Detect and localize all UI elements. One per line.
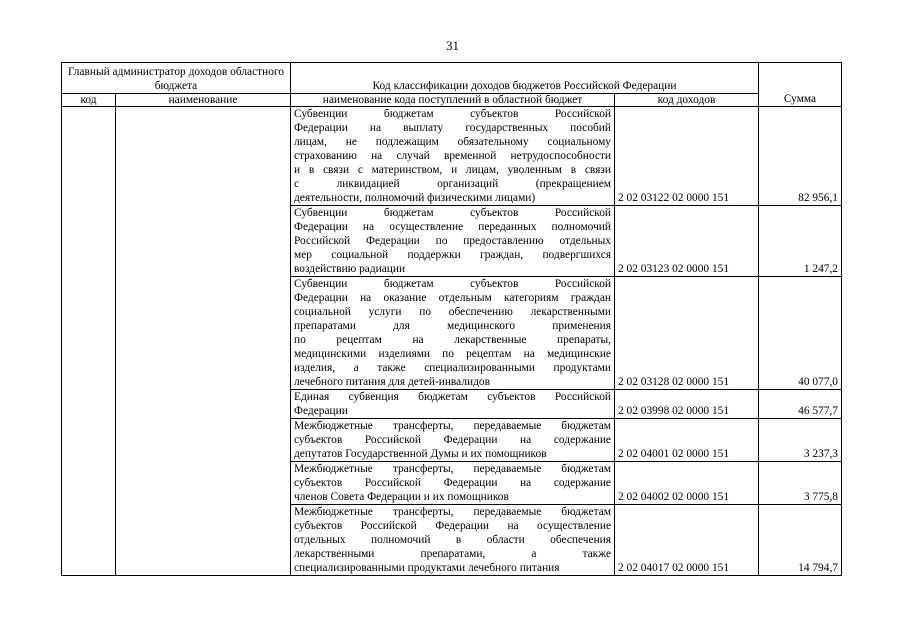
income-name-line: Единая субвенция бюджетам субъектов Российской: [294, 391, 611, 403]
budget-table: [61, 62, 842, 576]
income-name-line: и в связи с материнством, и лицам, уволенным в связи: [294, 164, 611, 176]
sum-cell: 3 775,8: [759, 462, 842, 505]
income-name-line: субъектов Российской Федерации на содержание: [294, 477, 611, 489]
income-name-line: Субвенции бюджетам субъектов Российской: [294, 108, 611, 120]
income-name-cell: [291, 505, 615, 576]
income-name-line: страхованию на случай временной нетрудоспособности: [294, 150, 611, 162]
income-code-cell: 2 02 04017 02 0000 151: [615, 505, 759, 576]
income-name-line: Межбюджетные трансферты, передаваемые бюджетам: [294, 463, 611, 475]
income-name-line: Межбюджетные трансферты, передаваемые бюджетам: [294, 420, 611, 432]
header-income-code: код доходов: [615, 94, 759, 107]
table-row: [62, 107, 842, 206]
income-name-line: деятельности, полномочий физическими лицами): [294, 192, 536, 204]
income-code-cell: 2 02 04002 02 0000 151: [615, 462, 759, 505]
header-row-sub: [62, 94, 842, 107]
income-name-cell: [291, 390, 615, 419]
income-code-cell: 2 02 03998 02 0000 151: [615, 390, 759, 419]
income-name-line: лицам, не подлежащим обязательному социальному: [294, 136, 611, 148]
income-name-line: медицинскими изделиями по рецептам на медицинские: [294, 348, 611, 360]
income-code-cell: 2 02 03123 02 0000 151: [615, 206, 759, 277]
income-name-line: субъектов Российской Федерации на осуществление: [294, 520, 611, 532]
sum-cell: 3 237,3: [759, 419, 842, 462]
income-name-line: воздействию радиации: [294, 263, 406, 275]
income-name-line: специализированными продуктами лечебного питания: [294, 562, 560, 574]
income-name-line: мер социальной поддержки граждан, подвергшихся: [294, 249, 611, 261]
income-name-line: лекарственными препаратами, а также: [294, 548, 611, 560]
income-name-cell: [291, 462, 615, 505]
income-name-line: с ликвидацией организаций (прекращением: [294, 178, 611, 190]
income-name-line: Федерации: [294, 405, 348, 417]
income-name-line: Межбюджетные трансферты, передаваемые бюджетам: [294, 506, 611, 518]
income-name-cell: [291, 277, 615, 390]
sum-cell: 46 577,7: [759, 390, 842, 419]
header-classification-group: Код классификации доходов бюджетов Российской Федерации: [291, 63, 759, 94]
header-sum: Сумма: [759, 63, 842, 107]
income-name-line: отдельных полномочий в области обеспечения: [294, 534, 611, 546]
income-name-line: депутатов Государственной Думы и их помощников: [294, 448, 547, 460]
income-name-cell: [291, 107, 615, 206]
income-name-cell: [291, 206, 615, 277]
admin-code-cell: [62, 107, 116, 576]
sum-cell: 40 077,0: [759, 277, 842, 390]
income-name-line: Субвенции бюджетам субъектов Российской: [294, 207, 611, 219]
page-number: 31: [446, 38, 459, 53]
income-code-cell: 2 02 03128 02 0000 151: [615, 277, 759, 390]
admin-name-cell: [116, 107, 291, 576]
sum-cell: 1 247,2: [759, 206, 842, 277]
sum-cell: 14 794,7: [759, 505, 842, 576]
income-name-line: Российской Федерации по предоставлению отдельных: [294, 235, 611, 247]
income-code-cell: 2 02 03122 02 0000 151: [615, 107, 759, 206]
income-name-line: по рецептам на лекарственные препараты,: [294, 334, 611, 346]
header-code: код: [62, 94, 116, 107]
income-name-line: социальной услуги по обеспечению лекарственными: [294, 306, 611, 318]
income-name-line: Субвенции бюджетам субъектов Российской: [294, 278, 611, 290]
income-name-line: препаратами для медицинского применения: [294, 320, 611, 332]
income-name-line: членов Совета Федерации и их помощников: [294, 491, 509, 503]
sum-cell: 82 956,1: [759, 107, 842, 206]
header-income-name: наименование кода поступлений в областной бюджет: [291, 94, 615, 107]
income-name-line: Федерации на оказание отдельным категориям граждан: [294, 292, 611, 304]
income-name-line: Федерации на осуществление переданных полномочий: [294, 221, 611, 233]
header-name: наименование: [116, 94, 291, 107]
income-name-line: субъектов Российской Федерации на содержание: [294, 434, 611, 446]
income-name-line: Федерации на выплату государственных пособий: [294, 122, 611, 134]
header-admin-group: Главный администратор доходов областного бюджета: [62, 63, 291, 94]
income-name-line: лечебного питания для детей-инвалидов: [294, 376, 490, 388]
header-row-top: [62, 63, 842, 94]
income-name-line: изделия, а также специализированными продуктами: [294, 362, 611, 374]
income-name-cell: [291, 419, 615, 462]
income-code-cell: 2 02 04001 02 0000 151: [615, 419, 759, 462]
